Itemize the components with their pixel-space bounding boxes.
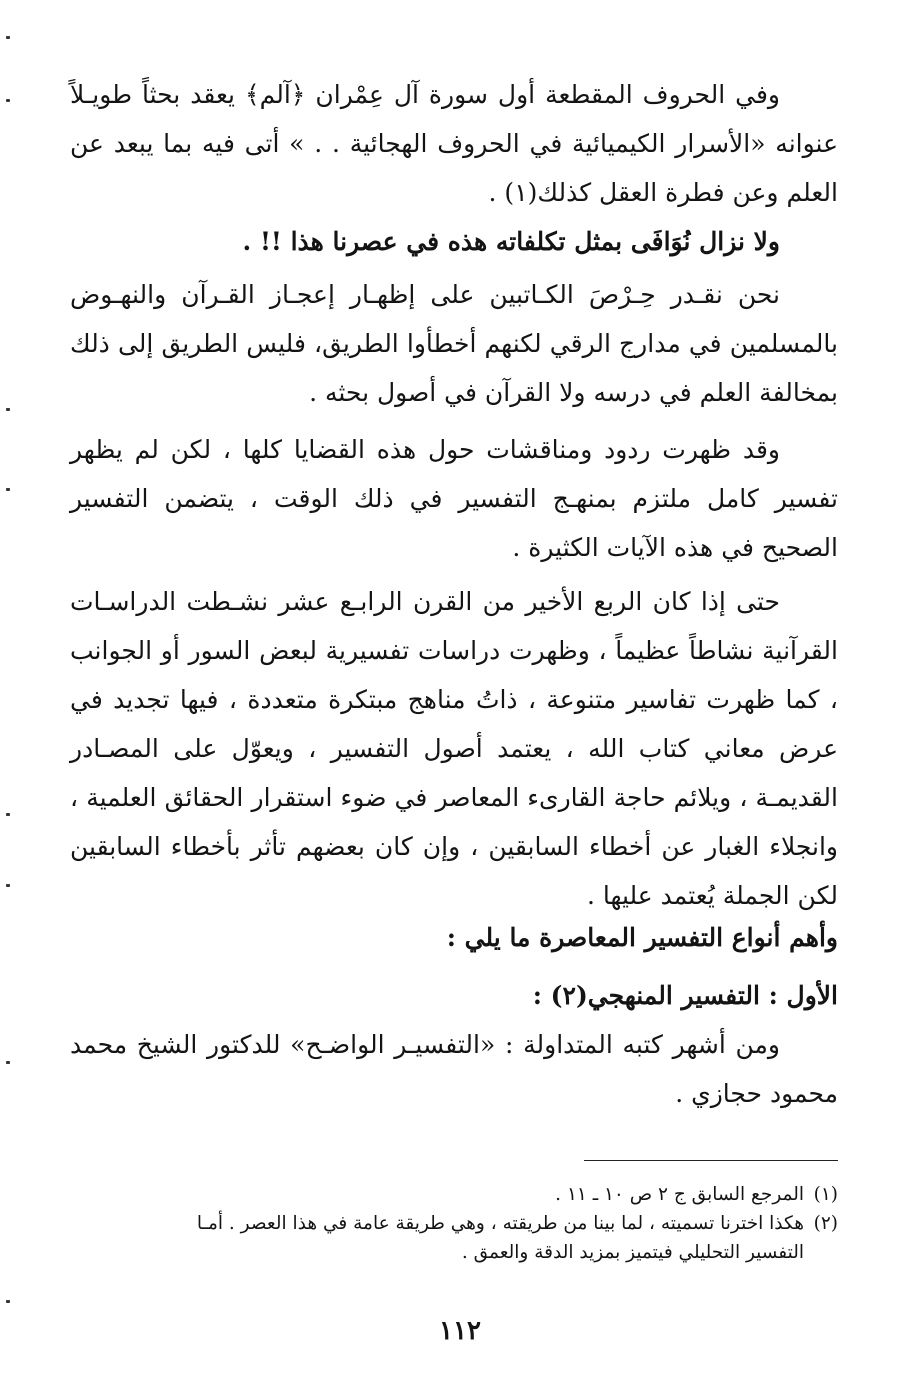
- paragraph-1: [70, 70, 838, 217]
- footnote-separator: [584, 1160, 838, 1161]
- paragraph-3: [70, 270, 838, 417]
- footnote-text: هكذا اخترنا تسميته ، لما بينا من طريقته ، وهي طريقة عامة في هذا العصر . أمـا: [196, 1213, 804, 1234]
- scan-mark: [6, 884, 10, 887]
- paragraph-6: [70, 1020, 838, 1118]
- paragraph-text: حتى إذا كان الربع الأخير من القرن الرابـع عشر نشـطت الدراسـات القرآنية نشاطاً عظيماً ، وظهرت دراسات تفسيرية لبعض السور أو الجوانب ، كما ظهرت تفاسير متنوعة ، ذاتُ مناهج مبتكرة متعددة ، فيها تجديد في عرض معاني كتاب الله ، يعتمد أصول التفسير ، ويعوّل على المصـادر القديمـة ، ويلائم حاجة القارىء المعاصر في ضوء استقرار الحقائق العلمية ، وانجلاء الغبار عن أخطاء السابقين ، وإن كان بعضهم تأثر بأخطاء السابقين لكن الجملة يُعتمد عليها .: [70, 587, 838, 910]
- scan-mark: [6, 36, 10, 39]
- page-number: ١١٢: [439, 1316, 481, 1346]
- subsection-heading: [70, 971, 838, 1020]
- paragraph-5: [70, 577, 838, 920]
- section-heading: [70, 913, 838, 962]
- footnote-2: [74, 1209, 838, 1238]
- scan-mark: [6, 1300, 10, 1303]
- footnote-number: (١): [813, 1184, 838, 1205]
- paragraph-text: ولا نزال نُوَافَى بمثل تكلفاته هذه في عصرنا هذا !! .: [242, 227, 780, 256]
- footnote-1: [74, 1180, 838, 1209]
- footnotes: [74, 1180, 838, 1267]
- footnote-number: (٢): [813, 1213, 838, 1234]
- footnote-2-continuation: [74, 1238, 838, 1267]
- footnote-text: التفسير التحليلي فيتميز بمزيد الدقة والعمق .: [461, 1242, 804, 1263]
- paragraph-4: [70, 425, 838, 572]
- paragraph-text: وفي الحروف المقطعة أول سورة آل عِمْران ﴿آلم﴾ يعقد بحثاً طويـلاً عنوانه «الأسرار الكيميائية في الحروف الهجائية . . » أتى فيه بما يبعد عن العلم وعن فطرة العقل كذلك(١) .: [70, 80, 838, 207]
- scan-mark: [6, 408, 10, 411]
- scan-mark: [6, 1061, 10, 1064]
- scan-mark: [6, 813, 10, 816]
- paragraph-2: [70, 217, 838, 266]
- heading-text: وأهم أنواع التفسير المعاصرة ما يلي :: [446, 923, 838, 952]
- heading-text: الأول : التفسير المنهجي(٢) :: [532, 981, 838, 1010]
- scan-mark: [6, 488, 10, 491]
- scan-mark: [6, 99, 10, 102]
- footnote-text: المرجع السابق ج ٢ ص ١٠ ـ ١١ .: [555, 1184, 804, 1205]
- paragraph-text: ومن أشهر كتبه المتداولة : «التفسيـر الواضـح» للدكتور الشيخ محمد محمود حجازي .: [70, 1030, 838, 1108]
- paragraph-text: وقد ظهرت ردود ومناقشات حول هذه القضايا كلها ، لكن لم يظهر تفسير كامل ملتزم بمنهـج التفسير في ذلك الوقت ، يتضمن التفسير الصحيح في هذه الآيات الكثيرة .: [70, 435, 838, 562]
- paragraph-text: نحن نقـدر حِـرْصَ الكـاتبين على إظهـار إعجـاز القـرآن والنهـوض بالمسلمين في مدارج الرقي لكنهم أخطأوا الطريق، فليس الطريق إلى ذلك بمخالفة العلم في درسه ولا القرآن في أصول بحثه .: [70, 280, 838, 407]
